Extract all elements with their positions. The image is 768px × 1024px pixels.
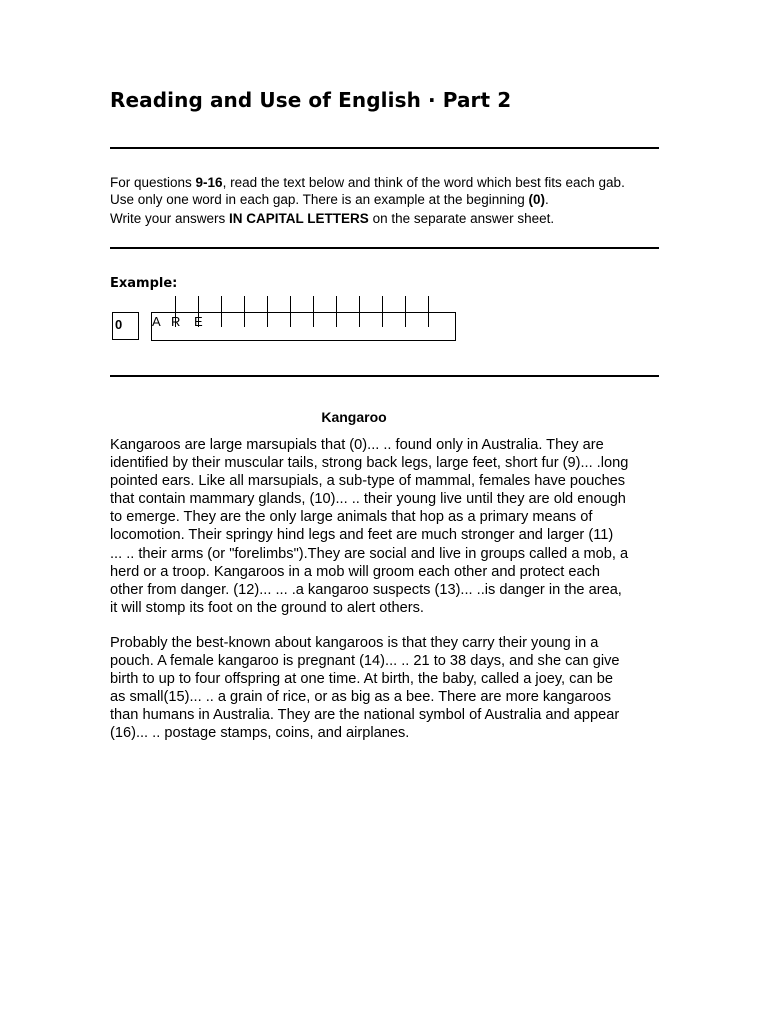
example-letter-1: A: [152, 314, 161, 329]
example-letter-3: E: [194, 314, 203, 329]
page-title: Reading and Use of English · Part 2: [110, 88, 512, 112]
instruction-line-1: For questions 9-16, read the text below and think of the word which best fits each gab. Use only one word in each gap. There is an example at the beginning (0).: [110, 175, 625, 207]
passage-line: pouch. A female kangaroo is pregnant (14)... .. 21 to 38 days, and she can give: [110, 653, 620, 670]
passage-line: locomotion. Their springy hind legs and feet are much stronger and larger (11): [110, 527, 614, 544]
example-letter-2: R: [171, 314, 181, 329]
passage-line: to emerge. They are the only large animals that hop as a primary means of: [110, 509, 593, 526]
passage-line: than humans in Australia. They are the national symbol of Australia and appear: [110, 707, 620, 724]
example-label: Example:: [110, 276, 178, 291]
passage-line: Probably the best-known about kangaroos is that they carry their young in a: [110, 635, 599, 651]
passage-line: other from danger. (12)... ... .a kangaroo suspects (13)... ..is danger in the area,: [110, 581, 622, 598]
text-title: Kangaroo: [321, 409, 387, 425]
passage-line: birth to up to four offspring at one time. At birth, the baby, called a joey, can be: [110, 671, 613, 688]
passage-line: pointed ears. Like all marsupials, a sub-type of mammal, females have pouches: [110, 473, 626, 490]
divider-example: [110, 375, 659, 377]
passage-line: it will stomp its foot on the ground to alert others.: [110, 599, 424, 616]
passage-paragraph-2: [110, 634, 670, 743]
passage-line: Kangaroos are large marsupials that (0)... .. found only in Australia. They are: [110, 437, 604, 453]
instruction-line-3: Write your answers IN CAPITAL LETTERS on the separate answer sheet.: [110, 211, 555, 226]
passage-line: as small(15)... .. a grain of rice, or as big as a bee. There are more kangaroos: [110, 689, 612, 706]
passage-line: ... .. their arms (or "forelimbs").They are social and live in groups called a mob, a: [110, 545, 629, 562]
passage-line: that contain mammary glands, (10)... .. their young live until they are old enough: [110, 491, 626, 508]
passage-line: herd or a troop. Kangaroos in a mob will groom each other and protect each: [110, 563, 600, 580]
passage-paragraph-1: [110, 436, 670, 617]
answer-box-ticks: [0, 0, 768, 400]
passage-line: (16)... .. postage stamps, coins, and airplanes.: [110, 725, 410, 742]
passage-line: identified by their muscular tails, strong back legs, large feet, short fur (9)... .long: [110, 455, 629, 472]
example-number: 0: [115, 317, 123, 332]
